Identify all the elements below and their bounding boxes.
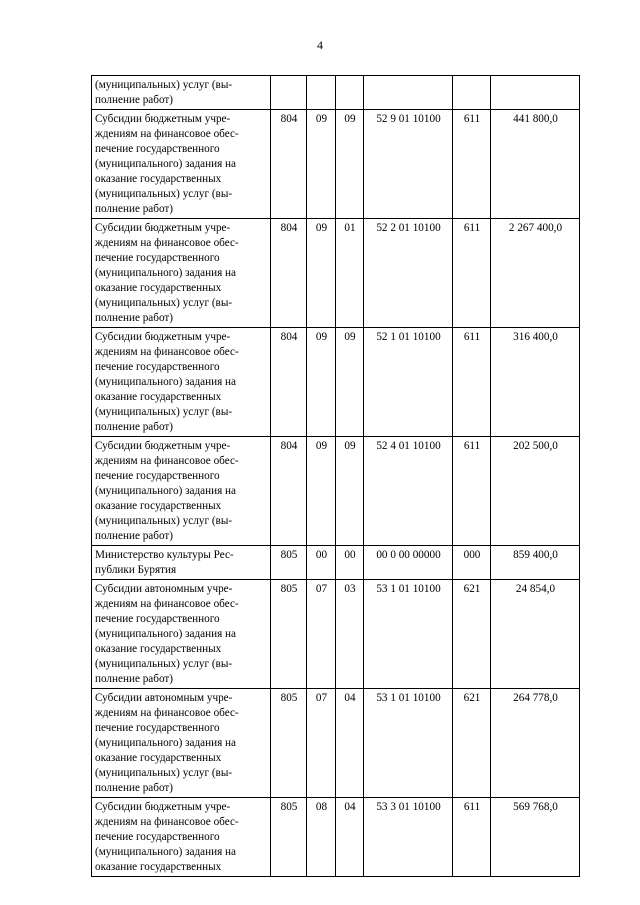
ministry-code-cell: 805 <box>271 798 307 877</box>
page-number: 4 <box>317 38 323 52</box>
target-article-cell: 53 3 01 10100 <box>364 798 453 877</box>
item-name-line: (муниципального) задания на <box>95 267 237 279</box>
expense-type-cell: 611 <box>453 110 491 219</box>
item-name-line: (муниципального) задания на <box>95 485 237 497</box>
ministry-code-cell: 805 <box>271 546 307 580</box>
item-name-line: (муниципального) задания на <box>95 628 237 640</box>
item-name-line: Субсидии бюджетным учре- <box>95 440 231 452</box>
item-name-line: ждениям на финансовое обес- <box>95 128 239 140</box>
item-name-line: полнение работ) <box>95 94 174 106</box>
item-name-line: оказание государственных <box>95 282 222 294</box>
item-name-line: полнение работ) <box>95 421 174 433</box>
section-code-cell: 09 <box>307 219 336 328</box>
item-name-line: оказание государственных <box>95 861 222 873</box>
item-name-line: Субсидии автономным учре- <box>95 692 233 704</box>
item-name-line: (муниципальных) услуг (вы- <box>95 515 233 527</box>
item-name-line: печение государственного <box>95 143 220 155</box>
section-code-cell: 09 <box>307 437 336 546</box>
subsection-code-cell: 01 <box>336 219 364 328</box>
section-code-cell: 07 <box>307 689 336 798</box>
subsection-code-cell: 09 <box>336 328 364 437</box>
ministry-code-cell: 804 <box>271 219 307 328</box>
subsection-code-cell: 04 <box>336 798 364 877</box>
amount-cell: 316 400,0 <box>491 328 580 437</box>
item-name-line: публики Бурятия <box>95 564 177 576</box>
item-name-line: оказание государственных <box>95 391 222 403</box>
ministry-code-cell: 804 <box>271 437 307 546</box>
table-row <box>92 580 580 689</box>
item-name-cell <box>92 580 271 689</box>
item-name-cell <box>92 110 271 219</box>
expense-type-cell: 611 <box>453 437 491 546</box>
item-name-cell <box>92 328 271 437</box>
section-code-cell: 09 <box>307 110 336 219</box>
ministry-code-cell: 805 <box>271 580 307 689</box>
item-name-line: ждениям на финансовое обес- <box>95 455 239 467</box>
amount-cell: 2 267 400,0 <box>491 219 580 328</box>
item-name-line: (муниципального) задания на <box>95 846 237 858</box>
table-row <box>92 689 580 798</box>
item-name-line: Министерство культуры Рес- <box>95 549 234 561</box>
item-name-line: ждениям на финансовое обес- <box>95 816 239 828</box>
expense-type-cell: 611 <box>453 328 491 437</box>
item-name-cell <box>92 76 271 110</box>
expense-type-cell: 000 <box>453 546 491 580</box>
target-article-cell: 52 4 01 10100 <box>364 437 453 546</box>
item-name-line: ждениям на финансовое обес- <box>95 598 239 610</box>
item-name-line: (муниципальных) услуг (вы- <box>95 658 233 670</box>
subsection-code-cell: 09 <box>336 437 364 546</box>
ministry-code-cell: 805 <box>271 689 307 798</box>
item-name-line: полнение работ) <box>95 673 174 685</box>
item-name-line: (муниципальных) услуг (вы- <box>95 767 233 779</box>
item-name-line: оказание государственных <box>95 752 222 764</box>
table-row <box>92 328 580 437</box>
item-name-cell <box>92 546 271 580</box>
item-name-line: (муниципальных) услуг (вы- <box>95 188 233 200</box>
item-name-line: печение государственного <box>95 470 220 482</box>
table-row <box>92 219 580 328</box>
item-name-line: Субсидии бюджетным учре- <box>95 222 231 234</box>
amount-cell: 859 400,0 <box>491 546 580 580</box>
budget-table <box>91 75 580 877</box>
item-name-line: (муниципальных) услуг (вы- <box>95 79 233 91</box>
item-name-line: (муниципального) задания на <box>95 158 237 170</box>
subsection-code-cell: 04 <box>336 689 364 798</box>
item-name-line: оказание государственных <box>95 643 222 655</box>
expense-type-cell: 621 <box>453 580 491 689</box>
expense-type-cell: 621 <box>453 689 491 798</box>
item-name-line: полнение работ) <box>95 312 174 324</box>
section-code-cell: 00 <box>307 546 336 580</box>
item-name-line: Субсидии бюджетным учре- <box>95 801 231 813</box>
amount-cell <box>491 76 580 110</box>
item-name-line: полнение работ) <box>95 203 174 215</box>
item-name-line: ждениям на финансовое обес- <box>95 237 239 249</box>
item-name-line: оказание государственных <box>95 173 222 185</box>
item-name-line: (муниципального) задания на <box>95 376 237 388</box>
expense-type-cell: 611 <box>453 798 491 877</box>
budget-table-body <box>92 76 580 877</box>
expense-type-cell <box>453 76 491 110</box>
subsection-code-cell: 09 <box>336 110 364 219</box>
amount-cell: 264 778,0 <box>491 689 580 798</box>
item-name-cell <box>92 219 271 328</box>
item-name-line: печение государственного <box>95 361 220 373</box>
ministry-code-cell: 804 <box>271 110 307 219</box>
item-name-cell <box>92 689 271 798</box>
section-code-cell <box>307 76 336 110</box>
item-name-line: ждениям на финансовое обес- <box>95 346 239 358</box>
item-name-line: оказание государственных <box>95 500 222 512</box>
item-name-line: (муниципального) задания на <box>95 737 237 749</box>
target-article-cell: 52 2 01 10100 <box>364 219 453 328</box>
ministry-code-cell <box>271 76 307 110</box>
table-row <box>92 76 580 110</box>
subsection-code-cell <box>336 76 364 110</box>
item-name-line: (муниципальных) услуг (вы- <box>95 406 233 418</box>
subsection-code-cell: 03 <box>336 580 364 689</box>
item-name-line: печение государственного <box>95 252 220 264</box>
target-article-cell: 52 9 01 10100 <box>364 110 453 219</box>
item-name-line: печение государственного <box>95 613 220 625</box>
item-name-line: полнение работ) <box>95 782 174 794</box>
section-code-cell: 08 <box>307 798 336 877</box>
target-article-cell: 53 1 01 10100 <box>364 580 453 689</box>
ministry-code-cell: 804 <box>271 328 307 437</box>
target-article-cell: 52 1 01 10100 <box>364 328 453 437</box>
table-row <box>92 798 580 877</box>
item-name-cell <box>92 798 271 877</box>
table-row <box>92 110 580 219</box>
item-name-cell <box>92 437 271 546</box>
target-article-cell: 53 1 01 10100 <box>364 689 453 798</box>
section-code-cell: 07 <box>307 580 336 689</box>
item-name-line: печение государственного <box>95 722 220 734</box>
amount-cell: 202 500,0 <box>491 437 580 546</box>
item-name-line: Субсидии автономным учре- <box>95 583 233 595</box>
item-name-line: (муниципальных) услуг (вы- <box>95 297 233 309</box>
amount-cell: 569 768,0 <box>491 798 580 877</box>
item-name-line: Субсидии бюджетным учре- <box>95 113 231 125</box>
item-name-line: полнение работ) <box>95 530 174 542</box>
section-code-cell: 09 <box>307 328 336 437</box>
target-article-cell: 00 0 00 00000 <box>364 546 453 580</box>
expense-type-cell: 611 <box>453 219 491 328</box>
table-row <box>92 437 580 546</box>
target-article-cell <box>364 76 453 110</box>
amount-cell: 24 854,0 <box>491 580 580 689</box>
item-name-line: печение государственного <box>95 831 220 843</box>
item-name-line: Субсидии бюджетным учре- <box>95 331 231 343</box>
table-row <box>92 546 580 580</box>
amount-cell: 441 800,0 <box>491 110 580 219</box>
subsection-code-cell: 00 <box>336 546 364 580</box>
item-name-line: ждениям на финансовое обес- <box>95 707 239 719</box>
